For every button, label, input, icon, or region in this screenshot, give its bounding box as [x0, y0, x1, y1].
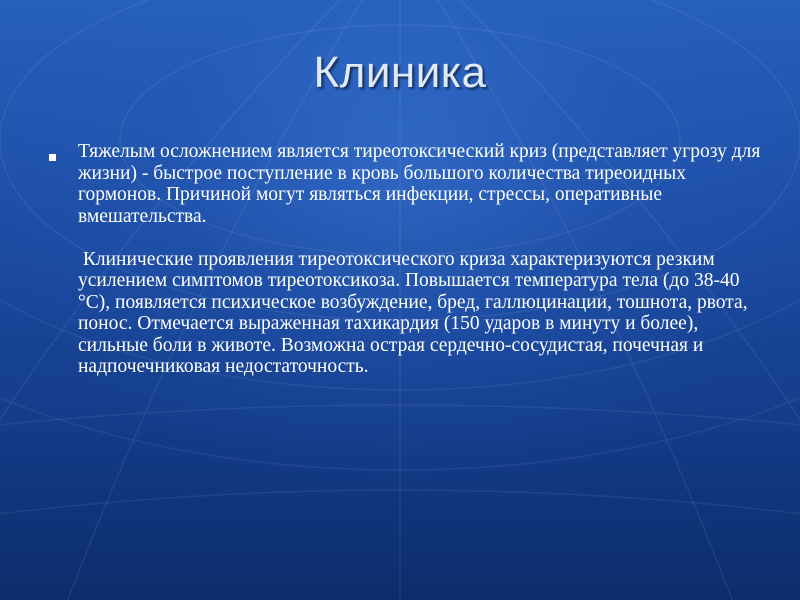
slide-body	[44, 141, 764, 378]
square-bullet-icon	[49, 154, 56, 161]
bullet-paragraph-2-text: Клинические проявления тиреотоксического криза характеризуются резким усилением симптомов тиреотоксикоза. Повышается температура тела (до 38-40 °С), появляется психическое возбуждение, бред, галлюцинации, тошнота, рвота, понос. Отмечается выраженная тахикардия (150 ударов в минуту и более), сильные боли в животе. Возможна острая сердечно-сосудистая, почечная и надпочечниковая недостаточность.	[78, 248, 748, 377]
bullet-paragraph-1: Тяжелым осложнением является тиреотоксический криз (представляет угрозу для жизни) - быстрое поступление в кровь большого количества тиреоидных гормонов. Причиной могут являться инфекции, стрессы, оперативные вмешательства.	[78, 141, 761, 227]
bullet-paragraph-2	[78, 249, 764, 378]
slide-title: Клиника	[313, 48, 487, 97]
bullet-item	[44, 141, 764, 378]
